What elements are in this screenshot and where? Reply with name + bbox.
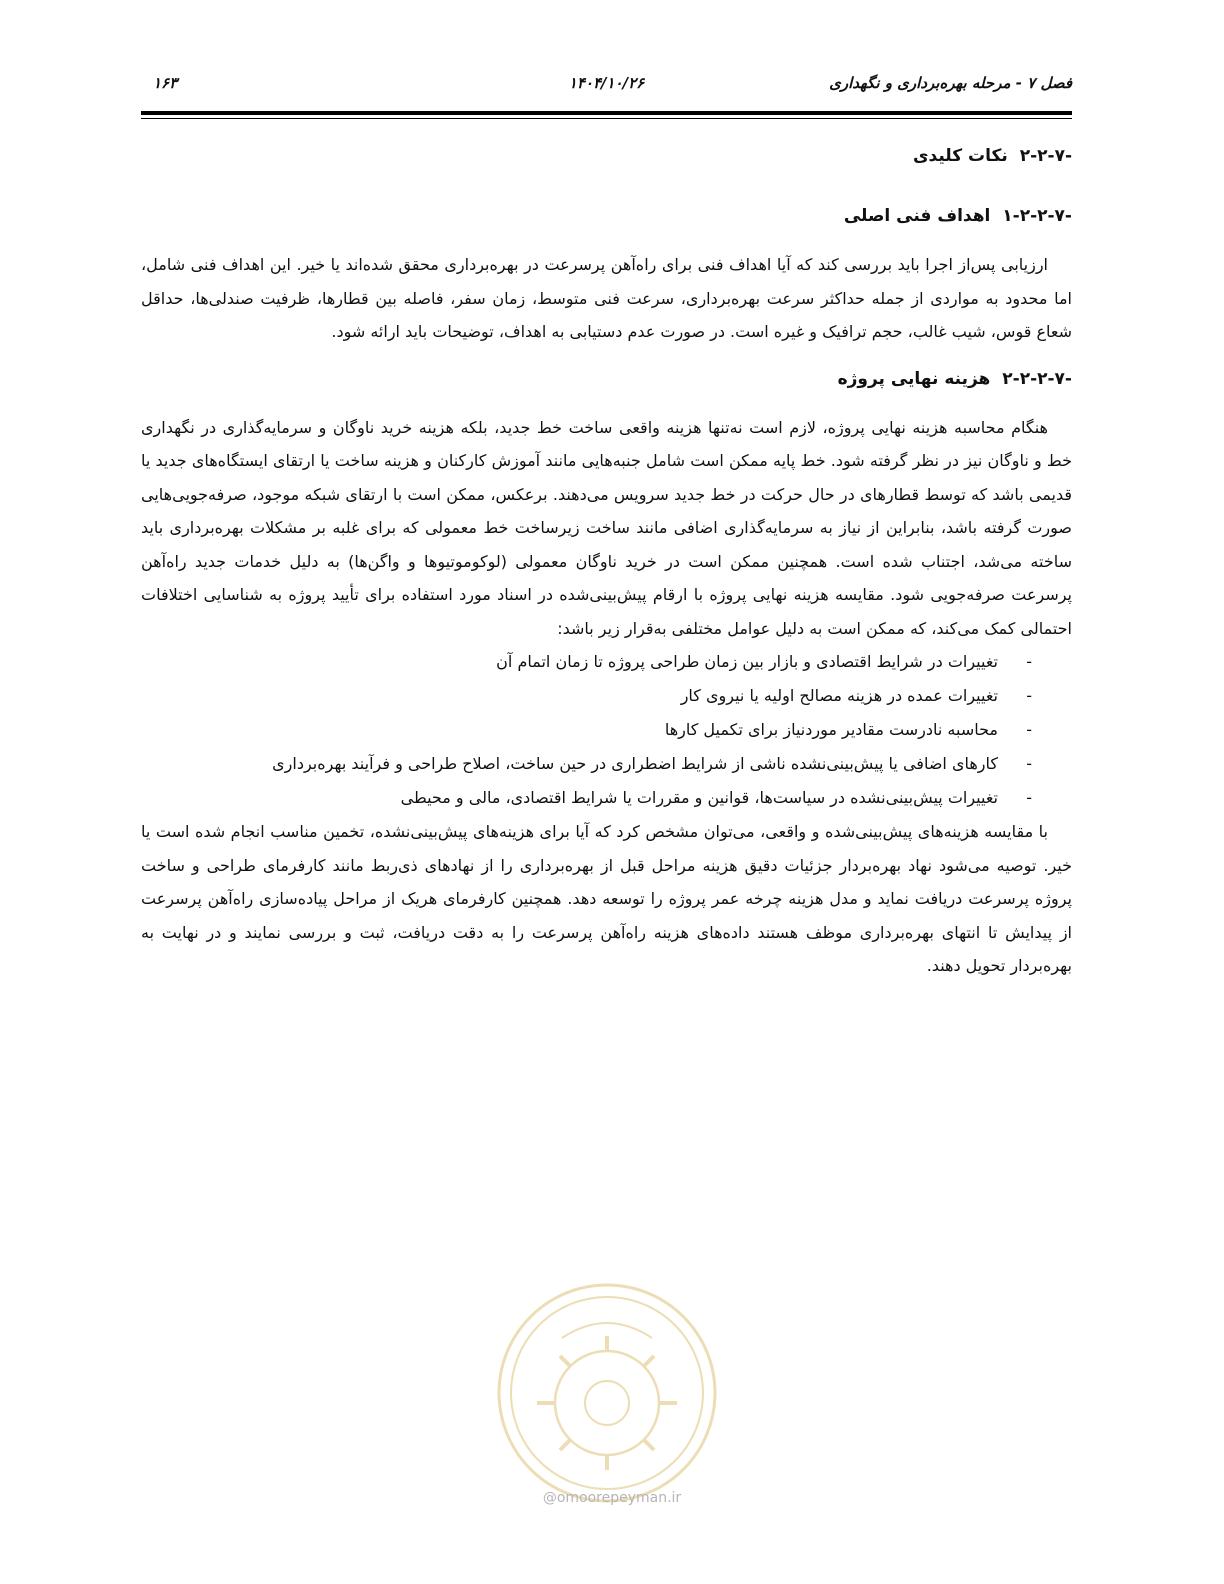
- section-heading-main: [141, 146, 1072, 166]
- list-dash: -: [1026, 788, 1032, 807]
- watermark-url: @omoorepeyman.ir: [542, 1490, 682, 1506]
- header-date: ۱۴۰۴/۱۰/۲۶: [568, 74, 645, 92]
- watermark-seal-icon: [492, 1278, 722, 1508]
- cost-factors-list: [141, 645, 1072, 815]
- paragraph-technical-goals: ارزیابی پس‌از اجرا باید بررسی کند که آیا اهداف فنی برای راه‌آهن پرسرعت در بهره‌برداری محقق شده‌اند یا خیر. این اهداف فنی شامل، اما محدود به مواردی از جمله حداکثر سرعت بهره‌برداری، سرعت فنی متوسط، زمان سفر، فاصله بین قطارها، ظرفیت صندلی‌ها، حداقل شعاع قوس، شیب غالب، حجم ترافیک و غیره است. در صورت عدم دستیابی به اهداف، توضیحات باید ارائه شود.: [141, 255, 1072, 341]
- subsection-heading-technical-goals: [141, 206, 1072, 226]
- header-rule-thick: [141, 111, 1072, 115]
- page-number: ۱۶۳: [153, 74, 178, 92]
- list-item: - محاسبه نادرست مقادیر موردنیاز برای تکمیل کارها: [141, 713, 1032, 747]
- paragraph-cost-comparison: با مقایسه هزینه‌های پیش‌بینی‌شده و واقعی، می‌توان مشخص کرد که آیا برای هزینه‌های پیش‌بینی‌نشده، تخمین مناسب انجام شده است یا خیر. توصیه می‌شود نهاد بهره‌بردار جزئیات دقیق هزینه مراحل قبل از بهره‌برداری را از نهادهای ذی‌ربط مانند کارفرمای طراحی و ساخت پروژه پرسرعت دریافت نماید و مدل هزینه چرخه عمر پروژه را توسعه دهد. همچنین کارفرمای هریک از مراحل پیاده‌سازی راه‌آهن پرسرعت از پیدایش تا انتهای بهره‌برداری موظف هستند داده‌های هزینه راه‌آهن پرسرعت را به دقت دریافت، ثبت و بررسی نمایند و در نهایت به بهره‌بردار تحویل دهند.: [141, 822, 1072, 975]
- list-dash: -: [1026, 652, 1032, 671]
- list-item: - تغییرات پیش‌بینی‌نشده در سیاست‌ها، قوانین و مقررات یا شرایط اقتصادی، مالی و محیطی: [141, 781, 1032, 815]
- list-dash: -: [1026, 686, 1032, 705]
- paragraph-final-cost: هنگام محاسبه هزینه نهایی پروژه، لازم است نه‌تنها هزینه واقعی ساخت خط جدید، بلکه هزینه خرید ناوگان و سرمایه‌گذاری در نگهداری خط و ناوگان نیز در نظر گرفته شود. خط پایه ممکن است شامل جنبه‌هایی مانند آموزش کارکنان و هزینه ساخت یا ارتقای ایستگاه‌های جدید یا قدیمی باشد که توسط قطارهای در حال حرکت در خط جدید سرویس می‌دهند. برعکس، ممکن است با ارتقای شبکه موجود، صرفه‌جویی‌هایی صورت گرفته باشد، بنابراین از نیاز به سرمایه‌گذاری اضافی مانند ساخت زیرساخت خط معمولی که برای غلبه بر مشکلات بهره‌برداری باید ساخته می‌شد، اجتناب شده است. همچنین ممکن است در خرید ناوگان معمولی (لوکوموتیوها و واگن‌ها) به دلیل خدمات جدید راه‌آهن پرسرعت صرفه‌جویی شود. مقایسه هزینه نهایی پروژه با ارقام پیش‌بینی‌شده در اسناد مورد استفاده برای تأیید پروژه به شناسایی اختلافات احتمالی کمک می‌کند، که ممکن است به دلیل عوامل مختلفی به‌قرار زیر باشد:: [141, 417, 1072, 638]
- section-number: ۲-۲-۷-: [1019, 146, 1072, 166]
- list-item: - تغییرات در شرایط اقتصادی و بازار بین زمان طراحی پروژه تا زمان اتمام آن: [141, 645, 1032, 679]
- subsection-heading-final-cost: [141, 369, 1072, 389]
- chapter-title: فصل ۷ - مرحله بهره‌برداری و نگهداری: [829, 74, 1072, 92]
- subsection-title: اهداف فنی اصلی: [843, 206, 991, 226]
- page-header: [141, 74, 1072, 108]
- list-item: - کارهای اضافی یا پیش‌بینی‌نشده ناشی از شرایط اضطراری در حین ساخت، اصلاح طراحی و فرآیند بهره‌برداری: [141, 747, 1032, 781]
- section-title: نکات کلیدی: [912, 146, 1008, 166]
- list-dash: -: [1026, 720, 1032, 739]
- header-rule-thin: [141, 118, 1072, 119]
- page-body: [141, 138, 1072, 983]
- subsection-number: ۱-۲-۲-۷-: [1002, 206, 1072, 226]
- subsection-number: ۲-۲-۲-۷-: [1002, 368, 1072, 389]
- list-item: - تغییرات عمده در هزینه مصالح اولیه یا نیروی کار: [141, 679, 1032, 713]
- list-dash: -: [1026, 754, 1032, 773]
- subsection-title: هزینه نهایی پروژه: [837, 368, 991, 389]
